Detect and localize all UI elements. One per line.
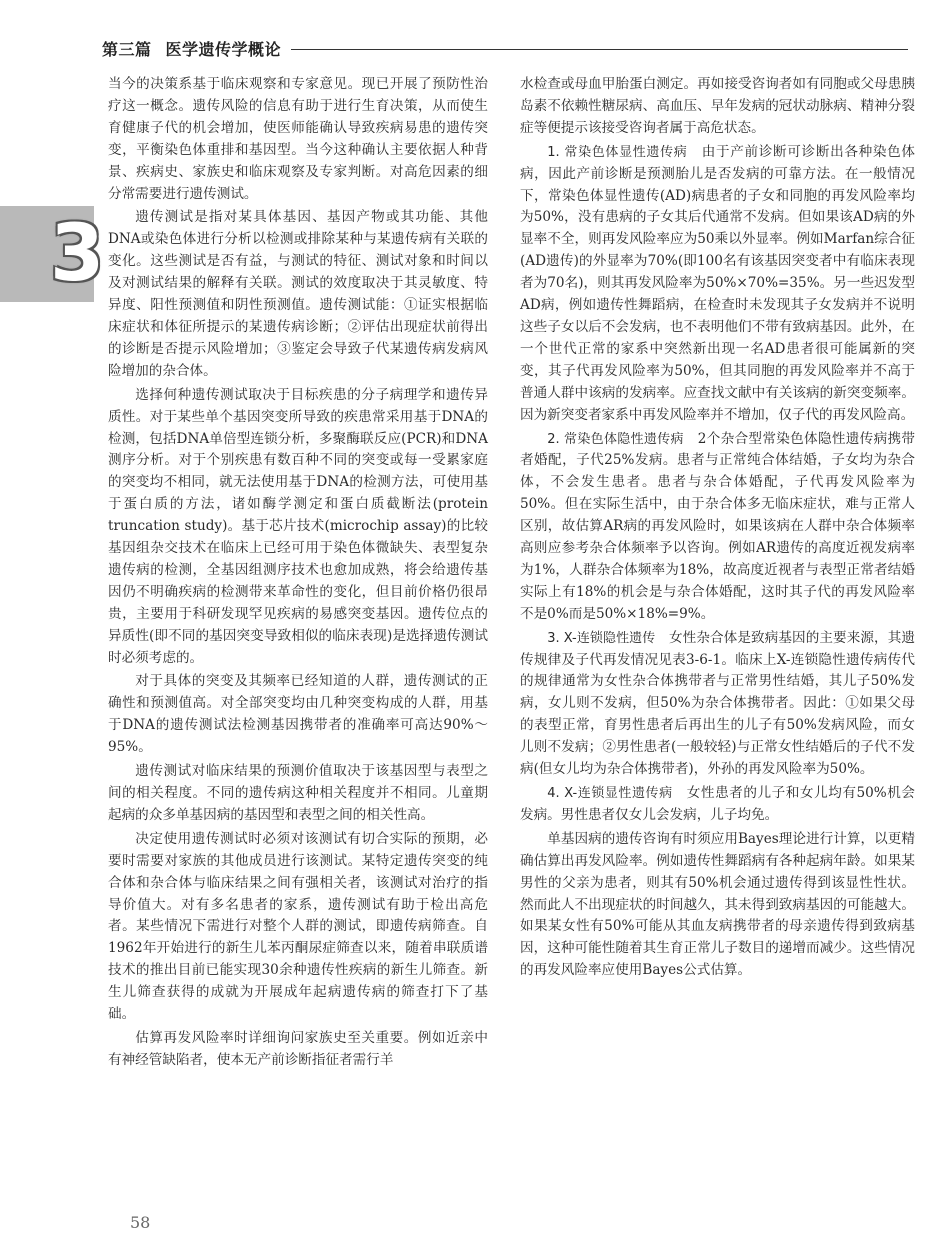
paragraph: 水检查或母血甲胎蛋白测定。再如接受咨询者如有同胞或父母患胰岛素不依赖性糖尿病、高血压、早年发病的冠状动脉病、精神分裂症等便提示该接受咨询者属于高危状态。 (520, 76, 915, 136)
section-heading: 4. X-连锁显性遗传病 (547, 786, 673, 801)
section-paragraph (520, 783, 915, 827)
chapter-tab (0, 206, 105, 302)
chapter-number: 3 (50, 209, 105, 299)
section-text: 由于产前诊断可诊断出各种染色体病，因此产前诊断是预测胎儿是否发病的可靠方法。在一般情况下，常染色体显性遗传(AD)病患者的子女和同胞的再发风险率均为50%，没有患病的子女其后代通常不发病。但如果该AD病的外显率不全，则再发风险率应为50乘以外显率。例如Marfan综合征(AD遗传)的外显率为70%(即100名有该基因突变者中有临床表现者为70名)，则其再发风险率为50%×70%=35%。另一些迟发型AD病，例如遗传性舞蹈病，在检查时未发现其子女发病并不说明这些子女以后不会发病，也不表明他们不带有致病基因。此外，在一个世代正常的家系中突然新出现一名AD患者很可能属新的突变，其子代再发风险率为50%，但其同胞的再发风险率并不高于普通人群中该病的发病率。应查找文献中有关该病的新突变频率。因为新突变者家系中再发风险率并不增加，仅子代的再发风险高。 (520, 143, 915, 423)
section-paragraph (520, 142, 915, 427)
section-text: 女性杂合体是致病基因的主要来源，其遗传规律及子代再发情况见表3-6-1。临床上X-连锁隐性遗传病传代的规律通常为女性杂合体携带者与正常男性结婚，其儿子50%发病，女儿则不发病，但50%为杂合体携带者。因此：①如果父母的表型正常，育男性患者后再出生的儿子有50%发病风险，而女儿则不发病；②男性患者(一般较轻)与正常女性结婚后的子代不发病(但女儿均为杂合体携带者)，外孙的再发风险率为50%。 (520, 629, 915, 778)
part-label: 第三篇 (102, 39, 152, 59)
header-title (102, 37, 281, 60)
section-text: 2个杂合型常染色体隐性遗传病携带者婚配，子代25%发病。患者与正常纯合体结婚，子女均为杂合体，不会发生患者。患者与杂合体婚配，子代再发风险率为50%。但在实际生活中，由于杂合体多无临床症状，难与正常人区别，故估算AR病的再发风险时，如果该病在人群中杂合体频率高则应参考杂合体频率予以咨询。例如AR遗传的高度近视发病率为1%，人群杂合体频率为18%，故高度近视者与表型正常者结婚实际上有18%的机会是与杂合体婚配，这时其子代的再发风险率不是0%而是50%×18%=9%。 (520, 430, 915, 622)
section-heading: 2. 常染色体隐性遗传病 (547, 431, 684, 447)
running-header (102, 36, 908, 60)
section-heading: 1. 常染色体显性遗传病 (547, 144, 688, 160)
paragraph: 选择何种遗传测试取决于目标疾患的分子病理学和遗传异质性。对于某些单个基因突变所导致的疾患常采用基于DNA的检测，包括DNA单倍型连锁分析，多聚酶联反应(PCR)和DNA测序分析。对于个别疾患有数百种不同的突变或每一受累家庭的突变均不相同，就无法使用基于DNA的检测方法，可使用基于蛋白质的方法，诸如酶学测定和蛋白质截断法(protein truncation study)。基于芯片技术(microchip assay)的比较基因组杂交技术在临床上已经可用于染色体微缺失、表型复杂遗传病的检测，全基因组测序技术也愈加成熟，将会给遗传基因仍不明确疾病的检测带来革命性的变化，但目前价格仍很昂贵，主要用于科研发现罕见疾病的易感突变基因。遗传位点的异质性(即不同的基因突变导致相似的临床表现)是选择遗传测试时必须考虑的。 (108, 386, 488, 666)
section-paragraph (520, 429, 915, 626)
paragraph: 遗传测试是指对某具体基因、基因产物或其功能、其他DNA或染色体进行分析以检测或排除某种与某遗传病有关联的变化。这些测试是否有益，与测试的特征、测试对象和时间以及对测试结果的解释有关联。测试的效度取决于其灵敏度、特异度、阳性预测值和阴性预测值。遗传测试能：①证实根据临床症状和体征所提示的某遗传病诊断；②评估出现症状前得出的诊断是否提示风险增加；③鉴定会导致子代某遗传病发病风险增加的杂合体。 (108, 209, 488, 379)
right-column (520, 74, 915, 982)
paragraph: 单基因病的遗传咨询有时须应用Bayes理论进行计算，以更精确估算出再发风险率。例如遗传性舞蹈病有各种起病年龄。如果某男性的父亲为患者，则其有50%机会通过遗传得到该显性性状。然而此人不出现症状的时间越久，其未得到致病基因的可能越大。如果某女性有50%可能从其血友病携带者的母亲遗传得到致病基因，这种可能性随着其生育正常儿子数目的递增而减少。这些情况的再发风险率应使用Bayes公式估算。 (520, 830, 915, 979)
left-column (108, 74, 488, 1072)
section-heading: 3. X-连锁隐性遗传 (547, 630, 656, 646)
section-text: 女性患者的儿子和女儿均有50%机会发病。男性患者仅女儿会发病，儿子均免。 (520, 785, 915, 823)
page-number: 58 (130, 1213, 151, 1232)
paragraph: 对于具体的突变及其频率已经知道的人群，遗传测试的正确性和预测值高。对全部突变均由几种突变构成的人群，用基于DNA的遗传测试法检测基因携带者的准确率可高达90%～95%。 (108, 673, 488, 756)
paragraph: 遗传测试对临床结果的预测价值取决于该基因型与表型之间的相关程度。不同的遗传病这种相关程度并不相同。儿童期起病的众多单基因病的基因型和表型之间的相关性高。 (108, 763, 488, 823)
paragraph: 当今的决策系基于临床观察和专家意见。现已开展了预防性治疗这一概念。遗传风险的信息有助于进行生育决策，从而使生育健康子代的机会增加，使医师能确认导致疾病易患的遗传突变，平衡染色体重排和基因型。当今这种确认主要依据人种背景、疾病史、家族史和临床观察及专家判断。对高危因素的细分常需要进行遗传测试。 (108, 76, 488, 202)
paragraph: 估算再发风险率时详细询问家族史至关重要。例如近亲中有神经管缺陷者，使本无产前诊断指征者需行羊 (108, 1029, 488, 1068)
paragraph: 决定使用遗传测试时必须对该测试有切合实际的预期，必要时需要对家族的其他成员进行该测试。某特定遗传突变的纯合体和杂合体与临床结果之间有强相关者，该测试对治疗的指导价值大。对有多名患者的家系，遗传测试有助于检出高危者。某些情况下需进行对整个人群的测试，即遗传病筛查。自1962年开始进行的新生儿苯丙酮尿症筛查以来，随着串联质谱技术的推出目前已能实现30余种遗传性疾病的新生儿筛查。新生儿筛查获得的成就为开展成年起病遗传病的筛查打下了基础。 (108, 830, 488, 1023)
header-rule (291, 49, 908, 50)
section-title: 医学遗传学概论 (165, 39, 282, 59)
section-paragraph (520, 628, 915, 781)
